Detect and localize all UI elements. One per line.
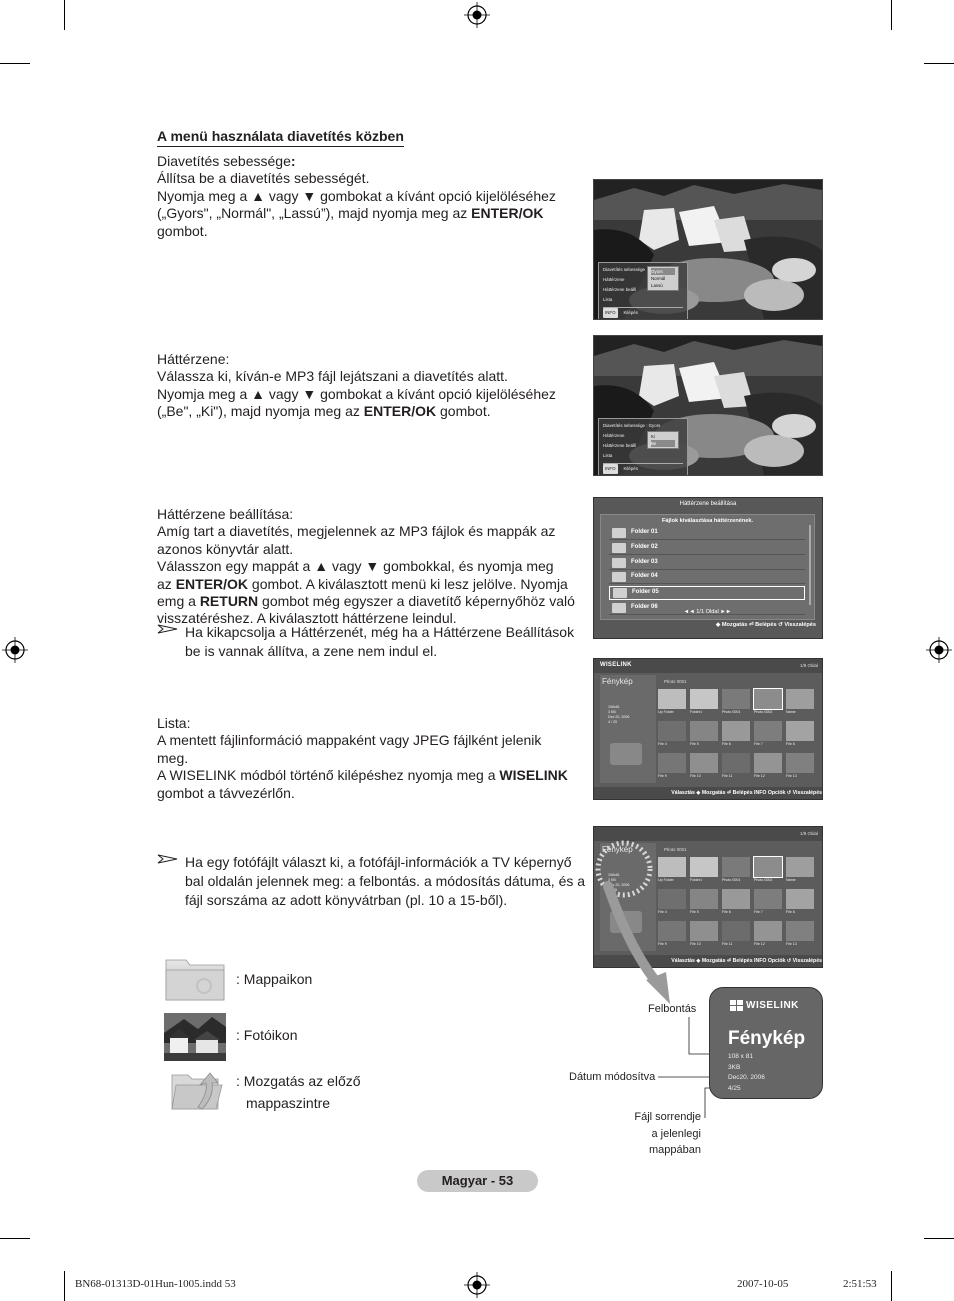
music-options-popup bbox=[647, 431, 679, 449]
option-item[interactable]: Lassú bbox=[651, 283, 663, 288]
speed-paragraph bbox=[157, 153, 587, 240]
folder-row[interactable] bbox=[609, 542, 805, 555]
list-line bbox=[157, 767, 587, 784]
crop-mark bbox=[64, 1271, 65, 1301]
help-bar: Választás ◆ Mozgatás ⏎ Belépés INFO Opciók ↺ Visszalépés bbox=[594, 787, 822, 799]
wiselink-key: WISELINK bbox=[499, 767, 568, 784]
menu-item[interactable]: Lista bbox=[603, 297, 613, 302]
thumbnail-caption: File 6 bbox=[722, 910, 731, 914]
photo-thumbnail bbox=[754, 753, 782, 773]
zoom-logo: WISELINK bbox=[746, 1000, 799, 1011]
meta-date: Dec 20, 2006 bbox=[608, 883, 630, 887]
help-bar: Választás ◆ Mozgatás ⏎ Belépés INFO Opciók ↺ Visszalépés bbox=[594, 955, 822, 967]
thumbnail-item[interactable] bbox=[690, 753, 718, 779]
menu-item[interactable]: Háttérzene beállí bbox=[603, 443, 637, 448]
music-text: („Be", „Ki"), majd nyomja meg az bbox=[157, 403, 364, 420]
grid-header: Photo 0001 bbox=[664, 847, 687, 852]
thumbnail-caption: Folder1 bbox=[690, 710, 703, 714]
return-key: RETURN bbox=[199, 593, 259, 610]
thumbnail-caption: Name bbox=[786, 710, 796, 714]
photo-thumbnail bbox=[658, 721, 686, 741]
photo-thumbnail bbox=[658, 753, 686, 773]
note-arrow-icon bbox=[157, 853, 179, 865]
menu-item[interactable]: Diavetítés sebessége bbox=[603, 267, 645, 272]
music-settings-screenshot bbox=[593, 497, 823, 639]
callout-order-line: mappában bbox=[649, 1144, 701, 1156]
registration-mark-icon bbox=[464, 2, 490, 28]
speed-line: gombot. bbox=[157, 222, 208, 239]
folder-name: Folder 05 bbox=[632, 589, 659, 596]
thumbnail-caption: File 8 bbox=[786, 742, 795, 746]
speed-heading-colon: : bbox=[290, 153, 296, 169]
menu-footer bbox=[603, 307, 683, 318]
music-settings-line: Amíg tart a diavetítés, megjelennek az MP3 fájlok és mappák az bbox=[157, 523, 556, 540]
photo-icon bbox=[164, 1013, 226, 1061]
thumbnail-item[interactable] bbox=[690, 689, 718, 715]
thumbnail-item[interactable] bbox=[722, 689, 750, 715]
music-settings-line: Válasszon egy mappát a ▲ vagy ▼ gombokkal, és nyomja meg bbox=[157, 558, 554, 575]
page-indicator[interactable]: ◄◄ 1/1 Oldal ►► bbox=[683, 609, 732, 615]
music-settings-text: gombot még egyszer a diavetítő képernyőhöz való bbox=[258, 593, 575, 610]
zoom-date: Dec20. 2006 bbox=[728, 1074, 765, 1081]
music-settings-text: emg a bbox=[157, 593, 200, 610]
speed-line: Állítsa be a diavetítés sebességét. bbox=[157, 170, 370, 187]
callout-order-line: Fájl sorrendje bbox=[634, 1111, 701, 1123]
exit-label[interactable]: Kilépés bbox=[623, 310, 638, 315]
crop-mark bbox=[0, 63, 30, 64]
folder-icon bbox=[164, 956, 226, 1002]
zoom-order: 4/25 bbox=[728, 1085, 741, 1092]
folder-icon bbox=[613, 588, 627, 598]
thumbnail-item[interactable] bbox=[786, 753, 814, 779]
page-indicator: 1/8 Oldal bbox=[799, 663, 818, 668]
wiselink-logo-icon bbox=[730, 1000, 744, 1012]
info-key: INFO bbox=[603, 308, 618, 318]
screen-title: Háttérzene beállítása bbox=[679, 501, 737, 507]
list-paragraph bbox=[157, 715, 587, 802]
thumbnail-caption: File 10 bbox=[690, 942, 701, 946]
music-settings-line bbox=[157, 593, 589, 610]
note-text: Ha egy fotófájlt választ ki, a fotófájl-információk a TV képernyő bal oldalán jelennek meg: a felbontás. a módosítás dátuma, és a fájl sorszáma az adott könyvátrban (pl. 10 a 15-ből). bbox=[185, 854, 586, 908]
music-settings-line: azonos könyvtár alatt. bbox=[157, 540, 294, 557]
thumbnail-caption: File 13 bbox=[786, 942, 797, 946]
zoom-title: Fénykép bbox=[728, 1028, 806, 1049]
up-folder-icon bbox=[168, 1067, 226, 1113]
folder-name: Folder 04 bbox=[631, 573, 658, 580]
wiselink-header bbox=[594, 659, 822, 673]
meta-size: 3 KB bbox=[608, 878, 616, 882]
photo-label: Fénykép bbox=[602, 845, 633, 854]
page-number: Magyar - 53 bbox=[417, 1170, 538, 1192]
music-line: Nyomja meg a ▲ vagy ▼ gombokat a kívánt opció kijelöléséhez bbox=[157, 385, 556, 402]
option-item[interactable]: Ki bbox=[651, 434, 655, 439]
slideshow-menu bbox=[598, 418, 688, 476]
thumbnail-item[interactable] bbox=[786, 721, 814, 747]
music-settings-line: visszatéréshez. A kiválasztott háttérzene leindul. bbox=[157, 610, 457, 627]
menu-item[interactable]: Háttérzene bbox=[603, 277, 625, 282]
callout-resolution: Felbontás bbox=[648, 1003, 697, 1015]
thumbnail-item[interactable] bbox=[658, 689, 686, 715]
thumbnail-item[interactable] bbox=[754, 721, 782, 747]
thumbnail-item[interactable] bbox=[786, 689, 814, 715]
slug-date: 2007-10-05 bbox=[737, 1278, 789, 1290]
thumbnail-caption: File 10 bbox=[690, 774, 701, 778]
music-settings-paragraph bbox=[157, 506, 589, 628]
slideshow-speed-screenshot bbox=[593, 179, 823, 320]
menu-footer bbox=[603, 463, 683, 474]
thumbnail-caption: File 11 bbox=[722, 942, 733, 946]
folder-name: Folder 01 bbox=[631, 529, 658, 535]
crop-mark bbox=[924, 1238, 954, 1239]
folder-thumbnail-icon bbox=[658, 689, 686, 709]
music-settings-text: gombot. A kiválasztott menü ki lesz jelölve. Nyomja bbox=[248, 575, 568, 592]
folder-name: Folder 03 bbox=[631, 558, 658, 565]
screen-subtitle: Fájlok kiválasztása háttérzenének. bbox=[661, 518, 754, 524]
music-heading: Háttérzene: bbox=[157, 351, 230, 367]
thumbnail-caption: File 8 bbox=[786, 910, 795, 914]
speed-options-popup bbox=[647, 266, 679, 291]
registration-mark-icon bbox=[464, 1272, 490, 1298]
wiselink-logo: WISELINK bbox=[600, 662, 632, 668]
photo-thumbnail bbox=[722, 753, 750, 773]
thumbnail-item[interactable] bbox=[658, 721, 686, 747]
music-text: gombot. bbox=[436, 403, 491, 420]
menu-item[interactable]: Lista bbox=[603, 453, 613, 458]
photo-thumbnail bbox=[722, 721, 750, 741]
menu-item[interactable]: Diavetítés sebessége : Gyors bbox=[603, 423, 661, 428]
background-music-screenshot bbox=[593, 335, 823, 476]
enter-ok-key: ENTER/OK bbox=[363, 403, 437, 420]
folder-row[interactable] bbox=[609, 527, 805, 540]
meta-order: 4 / 25 bbox=[608, 888, 617, 892]
thumbnail-caption: File 7 bbox=[754, 910, 763, 914]
meta-date: Dec 20, 2006 bbox=[608, 715, 630, 719]
speed-line bbox=[157, 205, 587, 222]
list-line: meg. bbox=[157, 749, 189, 766]
scrollbar[interactable] bbox=[809, 525, 811, 605]
info-key: INFO bbox=[603, 464, 618, 474]
thumbnail-caption: Folder1 bbox=[690, 878, 703, 882]
thumbnail-caption: File 9 bbox=[658, 942, 667, 946]
enter-ok-key: ENTER/OK bbox=[175, 575, 249, 592]
crop-mark bbox=[924, 63, 954, 64]
photo-thumbnail bbox=[754, 689, 782, 709]
slug-file: BN68-01313D-01Hun-1005.indd 53 bbox=[75, 1278, 236, 1290]
meta-resolution: 108x81 bbox=[608, 705, 620, 709]
photo-thumbnail bbox=[690, 753, 718, 773]
file-meta bbox=[608, 705, 629, 725]
registration-mark-icon bbox=[2, 637, 28, 663]
thumbnail-caption: File 5 bbox=[690, 742, 699, 746]
music-line: Válassza ki, kíván-e MP3 fájl lejátszani a diavetítés alatt. bbox=[157, 368, 508, 385]
option-item[interactable]: Be bbox=[651, 440, 675, 447]
meta-size: 3 KB bbox=[608, 710, 616, 714]
folder-icon bbox=[612, 543, 626, 553]
thumbnail-caption: File 13 bbox=[786, 774, 797, 778]
folder-thumbnail-icon bbox=[690, 689, 718, 709]
photo-thumbnail bbox=[690, 721, 718, 741]
thumbnail-caption: File 4 bbox=[658, 742, 667, 746]
file-info-panel bbox=[600, 675, 656, 783]
callout-date: Dátum módosítva bbox=[569, 1071, 656, 1083]
section-title: A menü használata diavetítés közben bbox=[157, 128, 404, 147]
thumbnail-caption: Photo 0002 bbox=[754, 878, 773, 882]
music-settings-note bbox=[157, 623, 587, 661]
thumbnail-caption: Photo 0002 bbox=[754, 710, 773, 714]
folder-list bbox=[609, 527, 805, 617]
photo-thumbnail bbox=[722, 689, 750, 709]
speed-heading: Diavetítés sebessége bbox=[157, 153, 291, 169]
thumbnail-item[interactable] bbox=[722, 721, 750, 747]
photo-thumbnail bbox=[786, 689, 814, 709]
help-bar: ◆ Mozgatás ⏎ Belépés ↺ Visszalépés bbox=[715, 622, 816, 628]
meta-order: 4 / 25 bbox=[608, 720, 617, 724]
slug-time: 2:51:53 bbox=[843, 1278, 877, 1290]
folder-icon bbox=[612, 572, 626, 582]
legend-up-cont: mappaszintre bbox=[246, 1095, 331, 1111]
crop-mark bbox=[891, 1271, 892, 1301]
music-settings-text: az bbox=[157, 575, 176, 592]
registration-mark-icon bbox=[926, 637, 952, 663]
folder-panel bbox=[600, 514, 815, 620]
crop-mark bbox=[891, 0, 892, 30]
photo-thumbnail bbox=[786, 721, 814, 741]
thumbnail-caption: Photo 0001 bbox=[722, 710, 741, 714]
callout-order-line: a jelenlegi bbox=[651, 1127, 701, 1140]
legend-folders: : Mappaikon bbox=[236, 971, 313, 987]
thumbnail-caption: Photo 0001 bbox=[722, 878, 741, 882]
thumbnail-item[interactable] bbox=[722, 753, 750, 779]
thumbnail-caption: File 6 bbox=[722, 742, 731, 746]
list-note bbox=[157, 853, 587, 910]
legend-photos: : Fotóikon bbox=[236, 1027, 298, 1043]
wiselink-list-screenshot bbox=[593, 658, 823, 800]
thumbnail-caption: File 7 bbox=[754, 742, 763, 746]
folder-name: Folder 06 bbox=[631, 603, 658, 610]
thumbnail-item[interactable] bbox=[754, 753, 782, 779]
menu-item[interactable]: Háttérzene bbox=[603, 433, 625, 438]
crop-mark bbox=[0, 1238, 30, 1239]
slideshow-menu bbox=[598, 262, 688, 320]
enter-ok-key: ENTER/OK bbox=[471, 205, 544, 222]
thumbnail-caption: Up Folder bbox=[658, 878, 674, 882]
list-text: A WISELINK módból történő kilépéshez nyomja meg a bbox=[157, 767, 500, 784]
thumbnail-item[interactable] bbox=[754, 689, 782, 715]
note-text: Ha kikapcsolja a Háttérzenét, még ha a Háttérzene Beállítások be is vannak állítva, a zene nem indul el. bbox=[185, 624, 575, 659]
legend-up: : Mozgatás az előző bbox=[236, 1073, 361, 1089]
folder-row[interactable] bbox=[609, 571, 805, 584]
page-indicator: 1/8 Oldal bbox=[799, 831, 818, 836]
zoom-resolution: 108 x 81 bbox=[728, 1053, 753, 1060]
music-settings-line bbox=[157, 576, 589, 593]
music-paragraph bbox=[157, 351, 587, 421]
music-settings-heading: Háttérzene beállítása: bbox=[157, 506, 294, 522]
grid-header: Photo 0001 bbox=[664, 679, 687, 684]
list-line: gombot a távvezérlőn. bbox=[157, 784, 295, 801]
thumbnail-caption: File 9 bbox=[658, 774, 667, 778]
speed-line: Nyomja meg a ▲ vagy ▼ gombokat a kívánt opció kijelöléséhez bbox=[157, 187, 556, 204]
thumbnail-item[interactable] bbox=[690, 721, 718, 747]
option-item[interactable]: Gyors bbox=[651, 268, 675, 275]
zoom-size: 3KB bbox=[728, 1064, 741, 1071]
photo-thumbnail bbox=[786, 753, 814, 773]
photo-info-zoom bbox=[709, 987, 823, 1099]
list-line: A mentett fájlinformáció mappaként vagy JPEG fájlként jelenik bbox=[157, 732, 542, 749]
folder-name: Folder 02 bbox=[631, 543, 658, 550]
thumbnail-caption: File 12 bbox=[754, 942, 765, 946]
list-heading: Lista: bbox=[157, 715, 191, 731]
thumbnail-caption: File 4 bbox=[658, 910, 667, 914]
thumbnail-caption: File 5 bbox=[690, 910, 699, 914]
crop-mark bbox=[64, 0, 65, 30]
thumbnail-caption: File 12 bbox=[754, 774, 765, 778]
folder-row-selected[interactable] bbox=[609, 586, 805, 600]
camera-icon bbox=[610, 743, 642, 765]
meta-resolution: 108x81 bbox=[608, 873, 620, 877]
menu-item[interactable]: Háttérzene beállí bbox=[603, 287, 637, 292]
thumbnail-caption: Up Folder bbox=[658, 710, 674, 714]
pointer-arrow-icon bbox=[600, 880, 680, 1010]
thumbnail-item[interactable] bbox=[658, 753, 686, 779]
folder-icon bbox=[612, 528, 626, 538]
music-line bbox=[157, 403, 587, 420]
photo-label: Fénykép bbox=[602, 677, 633, 686]
folder-row[interactable] bbox=[609, 557, 805, 570]
photo-thumbnail bbox=[754, 721, 782, 741]
exit-label[interactable]: Kilépés bbox=[623, 466, 638, 471]
folder-icon bbox=[612, 558, 626, 568]
thumbnail-caption: File 11 bbox=[722, 774, 733, 778]
option-item[interactable]: Normál bbox=[651, 276, 666, 281]
thumbnail-caption: Name bbox=[786, 878, 796, 882]
speed-text: („Gyors", „Normál", „Lassú”), majd nyomja meg az bbox=[157, 205, 472, 222]
note-arrow-icon bbox=[157, 623, 179, 635]
